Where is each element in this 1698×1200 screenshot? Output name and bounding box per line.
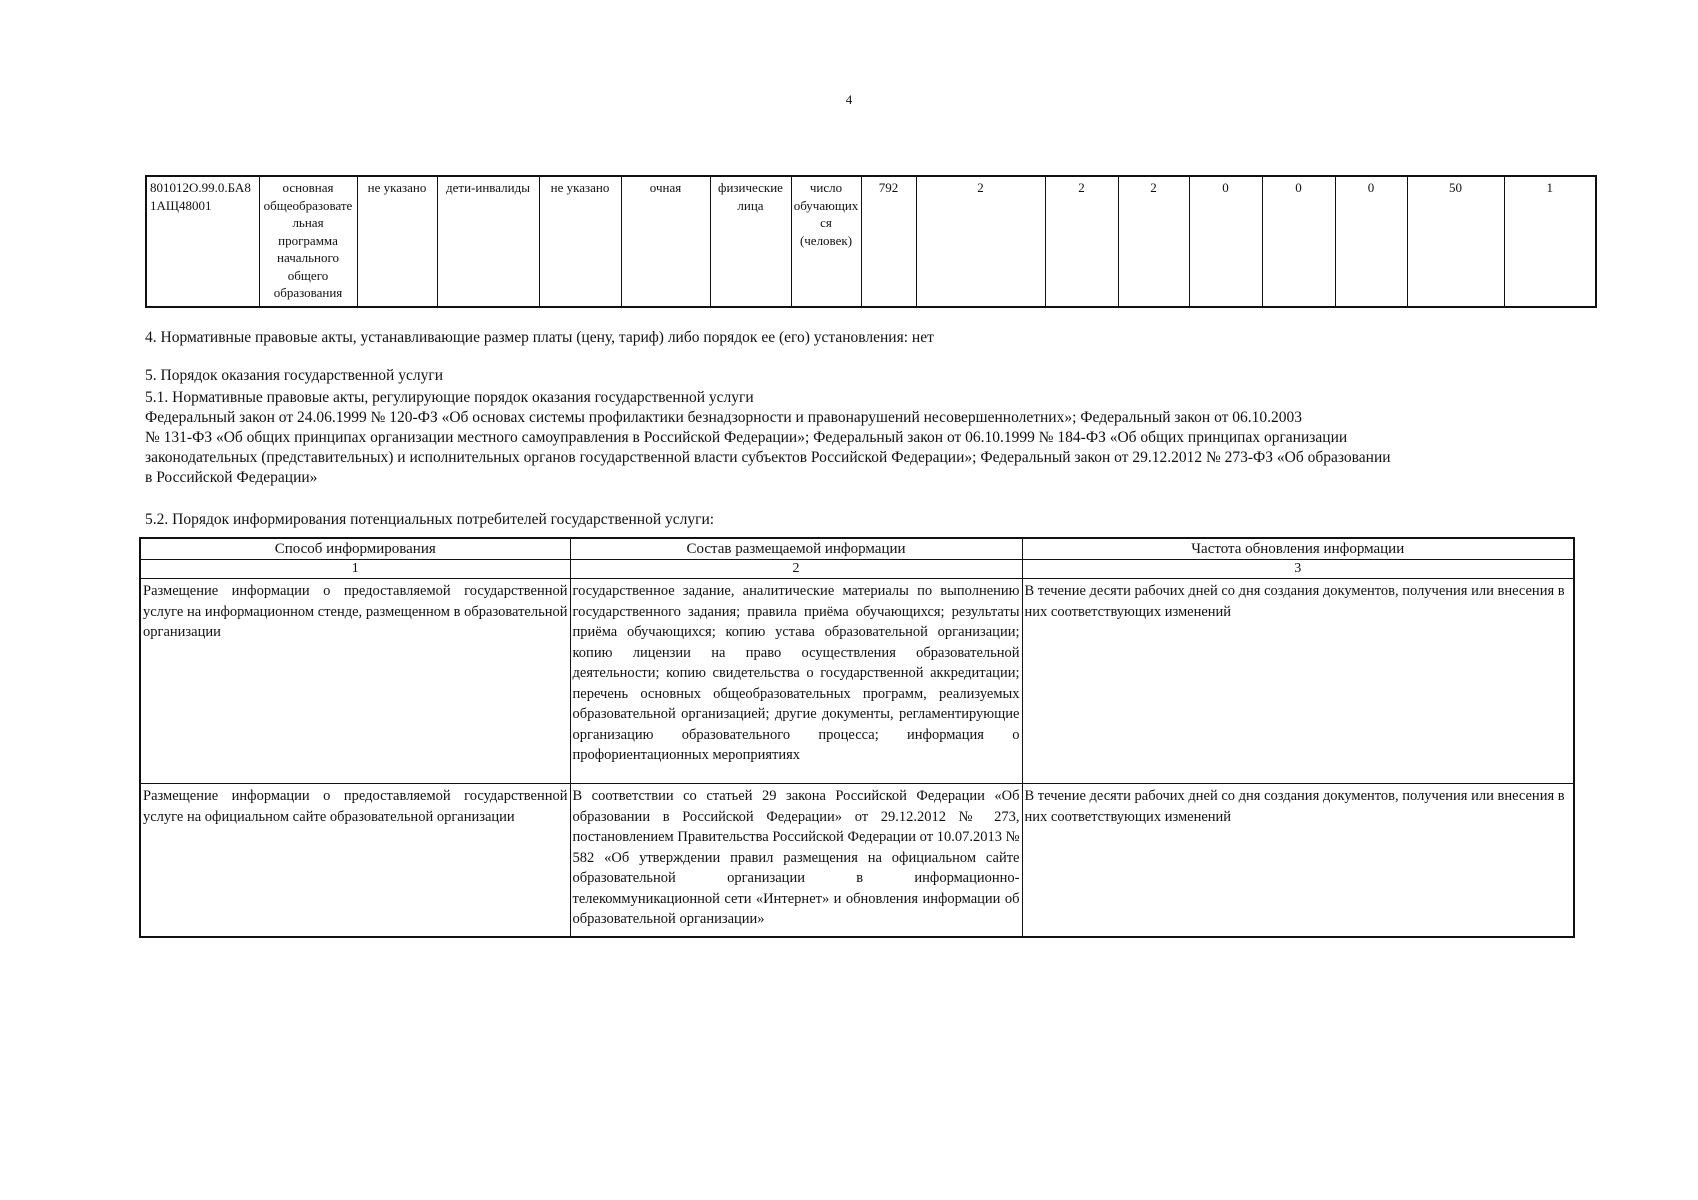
- content-cell: государственное задание, аналитические материалы по выполнению государственного задания; правила приёма обучающихся; результаты приёма обучающихся; копию устава образовательной организации; копию лицензии на право осуществления образовательной деятельности; копию свидетельства о государственной аккредитации; перечень основных общеобразовательных программ, реализуемых образовательной организацией; другие документы, регламентирующие организацию образовательного процесса; информация о профориентационных мероприятиях: [570, 579, 1022, 784]
- place-cell: не указано: [539, 176, 621, 307]
- laws-list: [145, 408, 1585, 488]
- volume-indicators-table: [145, 175, 1597, 308]
- column-number-row: [140, 560, 1574, 579]
- laws-line: Федеральный закон от 24.06.1999 № 120-ФЗ «Об основах системы профилактики безнадзорности и правонарушений несовершеннолетних»; Федеральный закон от 06.10.2003: [145, 409, 1303, 426]
- fee-cell: 0: [1335, 176, 1407, 307]
- value-cell: 2: [1118, 176, 1189, 307]
- okei-cell: 792: [861, 176, 916, 307]
- table-header-row: [140, 538, 1574, 560]
- frequency-cell: В течение десяти рабочих дней со дня создания документов, получения или внесения в них соответствующих изменений: [1022, 784, 1574, 938]
- laws-line: в Российской Федерации»: [145, 469, 318, 486]
- table-row: [146, 176, 1596, 307]
- laws-line: законодательных (представительных) и исполнительных органов государственной власти субъектов Российской Федерации»; Федеральный закон от 29.12.2012 № 273-ФЗ «Об образовании: [145, 449, 1391, 466]
- registry-number-cell: 801012О.99.0.БА81АЩ48001: [146, 176, 259, 307]
- laws-line: № 131-ФЗ «Об общих принципах организации местного самоуправления в Российской Федерации»; Федеральный закон от 06.10.1999 № 184-ФЗ «Об общих принципах организации: [145, 429, 1348, 446]
- section-5-2-heading: 5.2. Порядок информирования потенциальных потребителей государственной услуги:: [145, 511, 715, 528]
- table-row: [140, 784, 1574, 938]
- indicator-cell: число обучающихся (человек): [791, 176, 861, 307]
- table-row: [140, 579, 1574, 784]
- category-cell: дети-инвалиды: [437, 176, 539, 307]
- informing-table: [139, 537, 1575, 938]
- program-cell: основная общеобразовательная программа начального общего образования: [259, 176, 357, 307]
- column-number: 2: [570, 560, 1022, 579]
- column-header-content: Состав размещаемой информации: [570, 538, 1022, 560]
- method-cell: Размещение информации о предоставляемой государственной услуге на информационном стенде, размещенном в образовательной организации: [140, 579, 570, 784]
- section-5-1-heading: 5.1. Нормативные правовые акты, регулирующие порядок оказания государственной услуги: [145, 389, 754, 406]
- content-cell: В соответствии со статьей 29 закона Российской Федерации «Об образовании в Российской Федерации» от 29.12.2012 № 273, постановлением Правительства Российской Федерации от 10.07.2013 № 582 «Об утверждении правил размещения на официальном сайте образовательной организации в информационно-телекоммуникационной сети «Интернет» и обновления информации об образовательной организации»: [570, 784, 1022, 938]
- form-cell: очная: [621, 176, 710, 307]
- standard-cell: не указано: [357, 176, 437, 307]
- column-header-frequency: Частота обновления информации: [1022, 538, 1574, 560]
- page-number: 4: [845, 92, 853, 107]
- frequency-cell: В течение десяти рабочих дней со дня создания документов, получения или внесения в них соответствующих изменений: [1022, 579, 1574, 784]
- deviation-absolute-cell: 1: [1504, 176, 1596, 307]
- value-cell: 2: [916, 176, 1045, 307]
- consumer-cell: физические лица: [710, 176, 791, 307]
- fee-cell: 0: [1189, 176, 1262, 307]
- column-number: 3: [1022, 560, 1574, 579]
- column-header-method: Способ информирования: [140, 538, 570, 560]
- section-4-text: 4. Нормативные правовые акты, устанавливающие размер платы (цену, тариф) либо порядок ее (его) установления: нет: [145, 329, 934, 346]
- deviation-percent-cell: 50: [1407, 176, 1504, 307]
- column-number: 1: [140, 560, 570, 579]
- fee-cell: 0: [1262, 176, 1335, 307]
- section-5-heading: 5. Порядок оказания государственной услуги: [145, 367, 443, 384]
- value-cell: 2: [1045, 176, 1118, 307]
- method-cell: Размещение информации о предоставляемой государственной услуге на официальном сайте образовательной организации: [140, 784, 570, 938]
